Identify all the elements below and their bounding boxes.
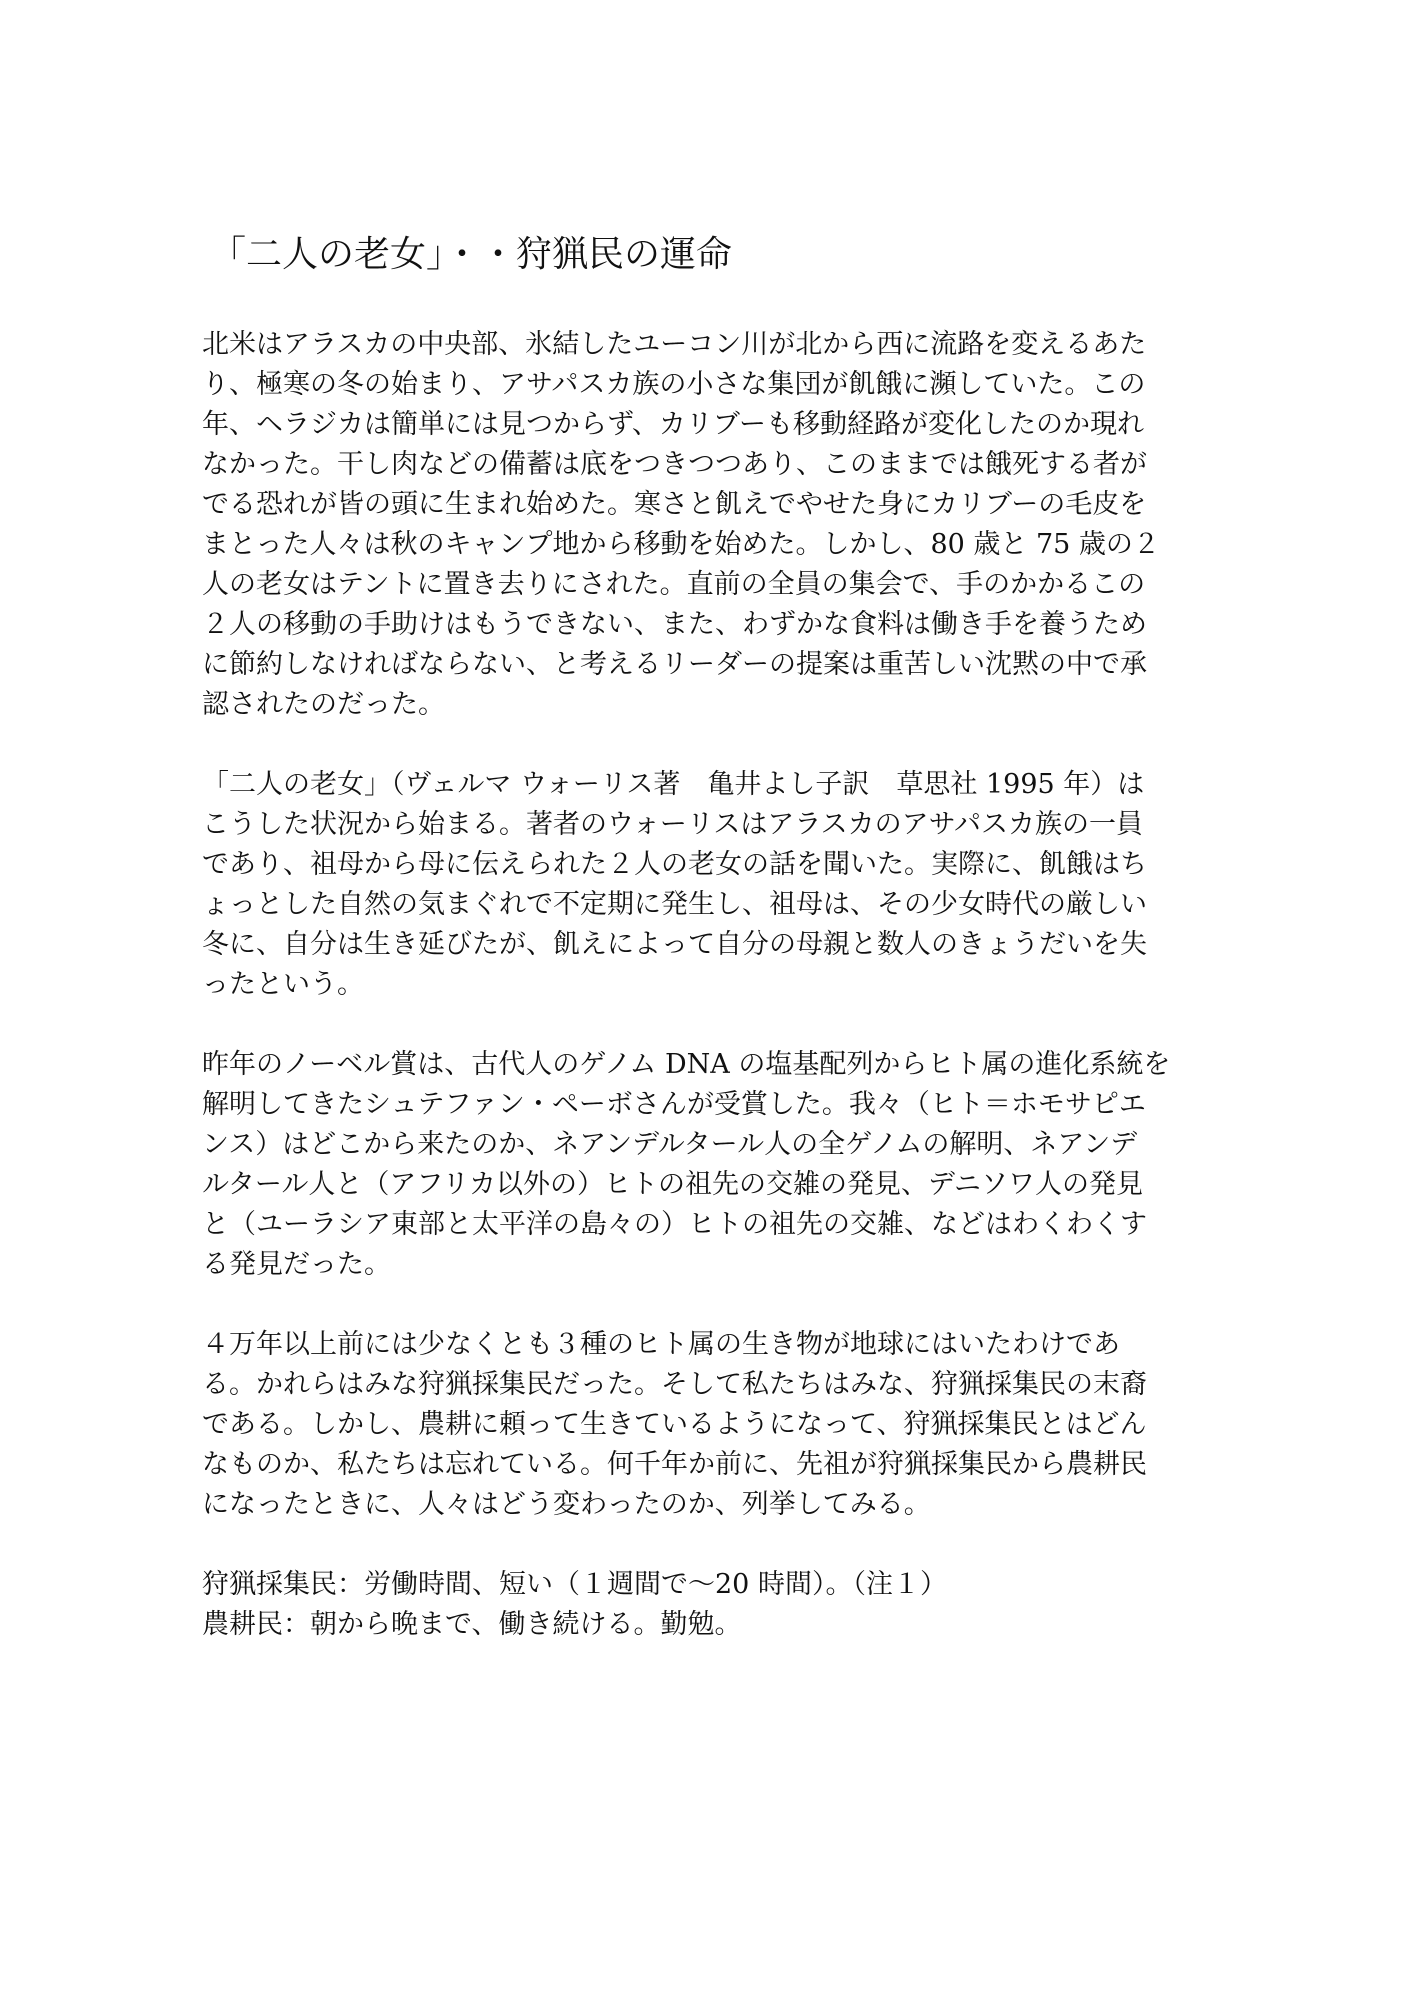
text-line: 解明してきたシュテファン・ペーボさんが受賞した。我々（ヒト＝ホモサピエ	[202, 1089, 1146, 1120]
text-line: である。しかし、農耕に頼って生きているようになって、狩猟採集民とはどん	[202, 1409, 1147, 1440]
text-line: ２人の移動の手助けはもうできない、また、わずかな食料は働き手を養うため	[202, 609, 1147, 640]
text-line: なかった。干し肉などの備蓄は底をつきつつあり、このままでは餓死する者が	[202, 449, 1147, 480]
document-body	[202, 325, 1212, 1645]
text-line: こうした状況から始まる。著者のウォーリスはアラスカのアサパスカ族の一員	[202, 809, 1143, 840]
note-line-hunter-gatherers: 狩猟採集民：労働時間、短い（１週間で～20 時間）。（注１）	[202, 1569, 947, 1600]
text-line: でる恐れが皆の頭に生まれ始めた。寒さと飢えでやせた身にカリブーの毛皮を	[202, 489, 1147, 520]
text-line: り、極寒の冬の始まり、アサパスカ族の小さな集団が飢餓に瀕していた。この	[202, 369, 1146, 400]
text-line: 年、ヘラジカは簡単には見つからず、カリブーも移動経路が変化したのか現れ	[202, 409, 1145, 440]
text-line: 北米はアラスカの中央部、氷結したユーコン川が北から西に流路を変えるあた	[202, 329, 1147, 360]
text-line: 人の老女はテントに置き去りにされた。直前の全員の集会で、手のかかるこの	[202, 569, 1146, 600]
text-line: になったときに、人々はどう変わったのか、列挙してみる。	[202, 1489, 931, 1520]
paragraph-1	[202, 325, 1212, 725]
note-line-farmers: 農耕民：朝から晩まで、働き続ける。勤勉。	[202, 1609, 742, 1640]
document-title: 「二人の老女」・・狩猟民の運命	[210, 234, 733, 275]
text-line: 冬に、自分は生き延びたが、飢えによって自分の母親と数人のきょうだいを失	[202, 929, 1147, 960]
paragraph-3	[202, 1045, 1212, 1285]
paragraph-2	[202, 765, 1212, 1005]
text-line: と（ユーラシア東部と太平洋の島々の）ヒトの祖先の交雑、などはわくわくす	[202, 1209, 1147, 1240]
text-line: ったという。	[202, 969, 364, 1000]
text-line: 「二人の老女」（ヴェルマ ウォーリス著 亀井よし子訳 草思社 1995 年）は	[202, 769, 1145, 800]
comparison-notes	[202, 1565, 1212, 1645]
text-line: ょっとした自然の気まぐれで不定期に発生し、祖母は、その少女時代の厳しい	[202, 889, 1147, 920]
text-line: に節約しなければならない、と考えるリーダーの提案は重苦しい沈黙の中で承	[202, 649, 1147, 680]
text-line: 認されたのだった。	[202, 689, 445, 720]
text-line: る。かれらはみな狩猟採集民だった。そして私たちはみな、狩猟採集民の末裔	[202, 1369, 1147, 1400]
text-line: であり、祖母から母に伝えられた２人の老女の話を聞いた。実際に、飢餓はち	[202, 849, 1147, 880]
text-line: ンス）はどこから来たのか、ネアンデルタール人の全ゲノムの解明、ネアンデ	[202, 1129, 1138, 1160]
text-line: ルタール人と（アフリカ以外の）ヒトの祖先の交雑の発見、デニソワ人の発見	[202, 1169, 1143, 1200]
paragraph-4	[202, 1325, 1212, 1525]
text-line: 昨年のノーベル賞は、古代人のゲノム DNA の塩基配列からヒト属の進化系統を	[202, 1049, 1171, 1080]
text-line: なものか、私たちは忘れている。何千年か前に、先祖が狩猟採集民から農耕民	[202, 1449, 1147, 1480]
text-line: る発見だった。	[202, 1249, 391, 1280]
text-line: ４万年以上前には少なくとも３種のヒト属の生き物が地球にはいたわけであ	[202, 1329, 1120, 1360]
text-line: まとった人々は秋のキャンプ地から移動を始めた。しかし、80 歳と 75 歳の２	[202, 529, 1160, 560]
